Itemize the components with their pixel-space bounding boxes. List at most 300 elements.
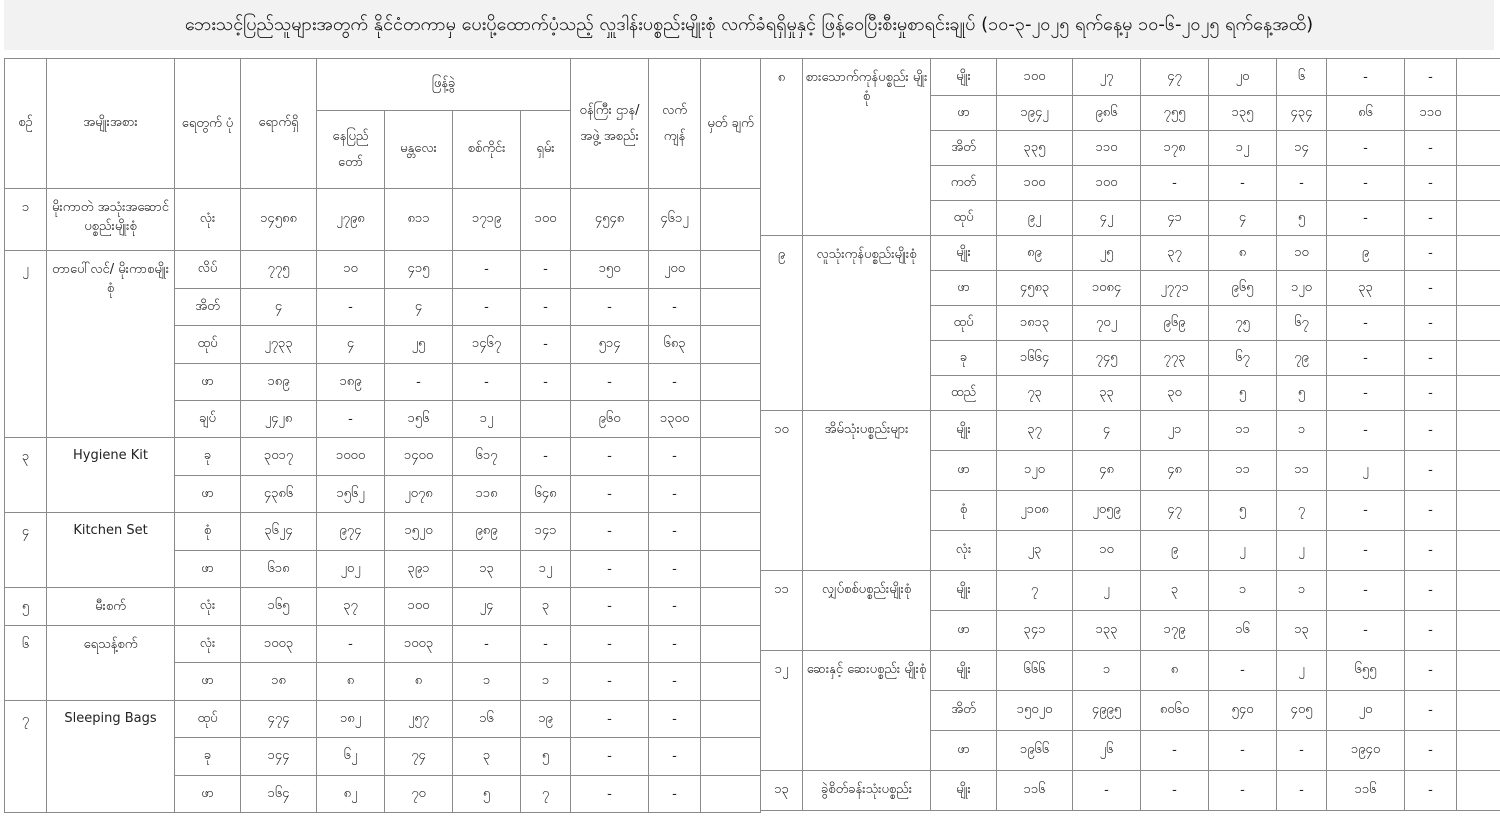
table-cell: - xyxy=(1405,651,1457,691)
table-cell: - xyxy=(1277,166,1327,201)
table-cell: ၂၀ xyxy=(1327,691,1405,731)
table-cell: ၂၇၃၃ xyxy=(241,326,317,364)
table-cell: ဖာ xyxy=(175,364,241,401)
serial-number: ၁၂ xyxy=(761,651,803,771)
table-cell: ၁ xyxy=(453,663,521,701)
table-cell: အိတ် xyxy=(931,691,997,731)
table-cell: ၆၄၈ xyxy=(521,476,571,513)
table-cell: ၅ xyxy=(453,776,521,813)
table-cell: ၁၀၀၃ xyxy=(241,626,317,663)
table-cell: - xyxy=(1405,59,1457,96)
table-cell: ၁၄၆၇ xyxy=(453,326,521,364)
remarks-cell xyxy=(701,626,761,663)
table-cell: - xyxy=(649,663,701,701)
table-cell: ၁၃ xyxy=(1277,611,1327,651)
table-cell: ၁၁၀ xyxy=(1405,96,1457,131)
remarks-cell xyxy=(1457,731,1500,771)
table-cell: - xyxy=(1405,201,1457,236)
table-row xyxy=(5,588,761,626)
table-cell: - xyxy=(521,289,571,326)
header-received: ရောက်ရှိ xyxy=(241,59,317,189)
table-cell: ၁၀၀၀ xyxy=(317,438,385,476)
table-cell: ၁၁၀ xyxy=(1073,131,1141,166)
table-cell: ၁၁ xyxy=(1209,451,1277,491)
table-cell: - xyxy=(1405,691,1457,731)
table-cell: ၃၀၁၇ xyxy=(241,438,317,476)
table-cell: ၁၀၀ xyxy=(1073,166,1141,201)
right-table-body xyxy=(761,59,1500,811)
table-cell: ၁၉၄၂ xyxy=(997,96,1073,131)
table-cell: ၂၁ xyxy=(1141,411,1209,451)
table-cell: ၄ xyxy=(1209,201,1277,236)
remarks-cell xyxy=(1457,571,1500,611)
remarks-cell xyxy=(701,588,761,626)
serial-number: ၁၀ xyxy=(761,411,803,571)
table-cell: ၅ xyxy=(1277,201,1327,236)
table-cell: ၇၇၃ xyxy=(1141,341,1209,376)
remarks-cell xyxy=(1457,691,1500,731)
table-cell: ၄၅၄၈ xyxy=(571,189,649,251)
table-cell: ၈ xyxy=(385,663,453,701)
table-cell: - xyxy=(1405,571,1457,611)
table-cell: ၇ xyxy=(997,571,1073,611)
table-cell: ၃၇ xyxy=(1141,236,1209,271)
table-cell: ၁၅၆၂ xyxy=(317,476,385,513)
item-name: Hygiene Kit xyxy=(47,438,175,513)
table-cell: ၁၈၉ xyxy=(241,364,317,401)
table-cell: ၉၇၄ xyxy=(317,513,385,551)
item-name: Sleeping Bags xyxy=(47,701,175,813)
table-cell: - xyxy=(1073,771,1141,811)
table-cell: ၁၀၀ xyxy=(997,59,1073,96)
table-cell: ၂၅ xyxy=(385,326,453,364)
table-cell: - xyxy=(1327,531,1405,571)
table-cell: ၁ xyxy=(1277,571,1327,611)
table-cell: - xyxy=(1327,131,1405,166)
table-cell: ၁၇၈ xyxy=(1141,131,1209,166)
table-cell: ဖာ xyxy=(175,476,241,513)
remarks-cell xyxy=(701,401,761,438)
table-cell: ၂ xyxy=(1073,571,1141,611)
table-cell: - xyxy=(649,438,701,476)
header-shan: ရှမ်း xyxy=(521,111,571,189)
table-cell: - xyxy=(1209,731,1277,771)
table-cell: ၁၂ xyxy=(453,401,521,438)
table-row xyxy=(5,251,761,289)
table-cell: ၇၅ xyxy=(1209,306,1277,341)
table-cell: ၁၉၆၆ xyxy=(997,731,1073,771)
table-cell: ၂၀၂ xyxy=(317,551,385,588)
table-cell: ၈ xyxy=(1141,651,1209,691)
table-cell: မျိုး xyxy=(931,236,997,271)
table-cell: ၆၅၅ xyxy=(1327,651,1405,691)
table-cell: - xyxy=(453,626,521,663)
table-cell: ၂၃ xyxy=(997,531,1073,571)
table-cell: - xyxy=(1327,411,1405,451)
table-cell: ၅ xyxy=(1209,491,1277,531)
table-cell: - xyxy=(1405,491,1457,531)
table-cell: - xyxy=(1405,376,1457,411)
table-cell: ၁၂ xyxy=(1209,131,1277,166)
table-cell: - xyxy=(1405,236,1457,271)
table-cell: ၃ xyxy=(453,738,521,776)
table-cell: ၈ xyxy=(1209,236,1277,271)
table-cell: ၁၀၈၄ xyxy=(1073,271,1141,306)
table-cell: ၃ xyxy=(521,588,571,626)
table-cell: ၁၅၂၀ xyxy=(385,513,453,551)
table-cell: မျိုး xyxy=(931,59,997,96)
table-cell: - xyxy=(649,551,701,588)
table-cell: - xyxy=(571,551,649,588)
table-cell: - xyxy=(521,364,571,401)
table-cell: ၇၇၅ xyxy=(241,251,317,289)
item-name: တာပေါ်လင်/ မိုးကာစမျိုးစုံ xyxy=(47,251,175,438)
table-cell: ၁၀ xyxy=(1277,236,1327,271)
serial-number: ၂ xyxy=(5,251,47,438)
table-cell: - xyxy=(1141,771,1209,811)
remarks-cell xyxy=(1457,651,1500,691)
item-name: မီးစက် xyxy=(47,588,175,626)
remarks-cell xyxy=(1457,531,1500,571)
table-cell: - xyxy=(571,438,649,476)
table-cell: ၂၇၇၁ xyxy=(1141,271,1209,306)
table-cell: ၁၇၁၉ xyxy=(453,189,521,251)
item-name: အိမ်သုံးပစ္စည်းများ xyxy=(803,411,931,571)
table-cell: - xyxy=(1141,166,1209,201)
table-cell: စုံ xyxy=(931,491,997,531)
table-cell: - xyxy=(1141,731,1209,771)
table-cell: ၂ xyxy=(1277,531,1327,571)
header-unit: ရေတွက် ပုံ xyxy=(175,59,241,189)
serial-number: ၅ xyxy=(5,588,47,626)
table-cell: ၁၂၀ xyxy=(997,451,1073,491)
table-cell: ၆၇ xyxy=(1277,306,1327,341)
table-cell: ၂၇ xyxy=(1073,59,1141,96)
table-cell: - xyxy=(1327,491,1405,531)
header-balance: လက် ကျန် xyxy=(649,59,701,189)
table-cell: - xyxy=(649,289,701,326)
table-cell: ၂၅ xyxy=(1073,236,1141,271)
serial-number: ၁ xyxy=(5,189,47,251)
table-cell: မျိုး xyxy=(931,411,997,451)
table-cell: ၁၈၁၃ xyxy=(997,306,1073,341)
serial-number: ၁၁ xyxy=(761,571,803,651)
table-cell: - xyxy=(1277,771,1327,811)
table-cell: ၂၇၉၈ xyxy=(317,189,385,251)
table-cell: ၄၁၅ xyxy=(385,251,453,289)
serial-number: ၁၃ xyxy=(761,771,803,811)
table-cell: ၇၀၂ xyxy=(1073,306,1141,341)
table-cell: ၁ xyxy=(1209,571,1277,611)
table-cell: ၁၀၀၃ xyxy=(385,626,453,663)
table-cell: ခု xyxy=(175,738,241,776)
table-cell: ၄၈ xyxy=(1141,451,1209,491)
table-cell: ၁၃၀၀ xyxy=(649,401,701,438)
header-naypyitaw: နေပြည် တော် xyxy=(317,111,385,189)
table-cell: - xyxy=(571,476,649,513)
table-cell: ၂ xyxy=(1327,451,1405,491)
table-cell: ၁၀ xyxy=(1073,531,1141,571)
table-cell: စုံ xyxy=(175,513,241,551)
header-sagaing: စစ်ကိုင်း xyxy=(453,111,521,189)
table-cell: - xyxy=(571,663,649,701)
table-cell: ၁၆၆၄ xyxy=(997,341,1073,376)
table-cell: ၁၀ xyxy=(317,251,385,289)
table-cell: ၆၁၇ xyxy=(453,438,521,476)
serial-number: ၇ xyxy=(5,701,47,813)
table-row xyxy=(761,571,1500,611)
remarks-cell xyxy=(1457,611,1500,651)
table-cell: - xyxy=(1405,271,1457,306)
table-cell: ၈၂ xyxy=(317,776,385,813)
table-cell: ၄၇၄ xyxy=(241,701,317,738)
remarks-cell xyxy=(701,289,761,326)
table-cell: ၁၄၄ xyxy=(241,738,317,776)
item-name: ရေသန့်စက် xyxy=(47,626,175,701)
table-cell: ၃၆၂၄ xyxy=(241,513,317,551)
table-cell: ထုပ် xyxy=(175,701,241,738)
table-cell: ၇၀ xyxy=(385,776,453,813)
table-cell: ၇၉ xyxy=(1277,341,1327,376)
table-cell: - xyxy=(571,289,649,326)
table-cell: - xyxy=(1209,166,1277,201)
table-cell: ၃၄၁ xyxy=(997,611,1073,651)
table-cell: ၁ xyxy=(1277,411,1327,451)
table-cell: ချပ် xyxy=(175,401,241,438)
table-cell: ၃၇ xyxy=(317,588,385,626)
table-cell: ၈ xyxy=(317,663,385,701)
table-cell: ၁၁၈ xyxy=(453,476,521,513)
table-cell: ဖာ xyxy=(931,611,997,651)
table-cell: - xyxy=(521,626,571,663)
table-cell: ၆၈၃ xyxy=(649,326,701,364)
table-cell: မျိုး xyxy=(931,571,997,611)
table-cell: - xyxy=(1327,571,1405,611)
table-cell: ၁၂၀ xyxy=(1277,271,1327,306)
table-row xyxy=(761,236,1500,271)
table-cell: ၁၁ xyxy=(1209,411,1277,451)
table-cell: ဖာ xyxy=(931,271,997,306)
item-name: မိုးကာတဲ အသုံးအဆောင်ပစ္စည်းမျိုးစုံ xyxy=(47,189,175,251)
table-cell: ၆၂ xyxy=(317,738,385,776)
remarks-cell xyxy=(1457,96,1500,131)
table-cell: - xyxy=(571,364,649,401)
table-cell: - xyxy=(571,738,649,776)
table-cell: ၄၀၅ xyxy=(1277,691,1327,731)
table-cell: ၄၃၄ xyxy=(1277,96,1327,131)
remarks-cell xyxy=(701,364,761,401)
table-cell: ၉၂ xyxy=(997,201,1073,236)
table-cell: မျိုး xyxy=(931,651,997,691)
table-cell: ၉၈၆ xyxy=(1073,96,1141,131)
table-cell: ၄၇ xyxy=(1141,491,1209,531)
remarks-cell xyxy=(701,513,761,551)
remarks-cell xyxy=(1457,376,1500,411)
page-title: ဘေးသင့်ပြည်သူများအတွက် နိုင်ငံတကာမှ ပေးပို့ထောက်ပံ့သည့် လှူဒါန်းပစ္စည်းမျိုးစုံ လက်ခံရရှိမှုနှင့် ဖြန့်ဝေပြီးစီးမှုစာရင်းချုပ် (၁၀-၃-၂၀၂၅ ရက်နေ့မှ ၁၀-၆-၂၀၂၅ ရက်နေ့အထိ) xyxy=(4,0,1494,50)
table-cell: - xyxy=(1327,201,1405,236)
remarks-cell xyxy=(1457,771,1500,811)
item-name: Kitchen Set xyxy=(47,513,175,588)
table-cell: ၁၈ xyxy=(241,663,317,701)
table-cell: ၁၄ xyxy=(1277,131,1327,166)
right-table xyxy=(760,58,1500,811)
table-cell: ၁၅၀၂၀ xyxy=(997,691,1073,731)
table-row xyxy=(761,651,1500,691)
left-table-body xyxy=(5,59,761,813)
table-cell: ၇၄၅ xyxy=(1073,341,1141,376)
remarks-cell xyxy=(1457,201,1500,236)
table-cell: ၄၆၁၂ xyxy=(649,189,701,251)
remarks-cell xyxy=(701,476,761,513)
serial-number: ၆ xyxy=(5,626,47,701)
table-cell: - xyxy=(1405,731,1457,771)
table-cell: ၉၆၅ xyxy=(1209,271,1277,306)
table-cell: လုံး xyxy=(931,531,997,571)
table-cell: ၁၉၄၀ xyxy=(1327,731,1405,771)
table-cell: - xyxy=(317,401,385,438)
serial-number: ၄ xyxy=(5,513,47,588)
table-cell: ခု xyxy=(931,341,997,376)
table-row xyxy=(5,513,761,551)
table-cell: ၄ xyxy=(1073,411,1141,451)
table-cell: - xyxy=(571,701,649,738)
table-cell xyxy=(521,401,571,438)
table-cell: ဖာ xyxy=(931,451,997,491)
table-cell: ၁၆၄ xyxy=(241,776,317,813)
table-cell: ၆၁၈ xyxy=(241,551,317,588)
table-cell: ၃၃ xyxy=(1073,376,1141,411)
remarks-cell xyxy=(701,189,761,251)
table-cell: - xyxy=(317,289,385,326)
table-cell: ၁၇၉ xyxy=(1141,611,1209,651)
serial-number: ၈ xyxy=(761,59,803,236)
table-cell: ၁၆ xyxy=(453,701,521,738)
table-cell: - xyxy=(1405,166,1457,201)
table-cell: ၄၉၉၅ xyxy=(1073,691,1141,731)
header-sno: စဉ် xyxy=(5,59,47,189)
table-cell: - xyxy=(571,626,649,663)
table-cell: ၂၁၀၈ xyxy=(997,491,1073,531)
table-cell: ၆၆၆ xyxy=(997,651,1073,691)
table-cell: ၈၀၆၀ xyxy=(1141,691,1209,731)
table-cell: ၁၀၀ xyxy=(521,189,571,251)
table-cell: ဖာ xyxy=(175,551,241,588)
item-name: ခွဲစိတ်ခန်းသုံးပစ္စည်း xyxy=(803,771,931,811)
table-cell: ၂၀ xyxy=(1209,59,1277,96)
table-cell: - xyxy=(571,588,649,626)
remarks-cell xyxy=(701,326,761,364)
remarks-cell xyxy=(701,551,761,588)
table-cell: ၉၈၉ xyxy=(453,513,521,551)
table-cell: - xyxy=(1327,376,1405,411)
table-cell: ၇၃ xyxy=(997,376,1073,411)
table-cell: - xyxy=(571,513,649,551)
table-cell: မျိုး xyxy=(931,771,997,811)
remarks-cell xyxy=(1457,451,1500,491)
table-cell: ၁၅၆ xyxy=(385,401,453,438)
table-cell: ၇၄ xyxy=(385,738,453,776)
table-cell: - xyxy=(317,626,385,663)
header-distributed: ဖြန့်ခွဲ xyxy=(317,59,571,111)
table-cell: ခု xyxy=(175,438,241,476)
table-cell: ၉၆၉ xyxy=(1141,306,1209,341)
table-cell: ကတ် xyxy=(931,166,997,201)
table-cell: လုံး xyxy=(175,626,241,663)
table-cell: ၉ xyxy=(1141,531,1209,571)
table-cell: ဖာ xyxy=(175,663,241,701)
table-cell: - xyxy=(649,476,701,513)
header-remarks: မှတ် ချက် xyxy=(701,59,761,189)
table-cell: ၃၃ xyxy=(1327,271,1405,306)
table-cell: ၁၂ xyxy=(521,551,571,588)
table-cell: ၁ xyxy=(521,663,571,701)
table-cell: ၄၇ xyxy=(1141,59,1209,96)
table-cell: ၃၀ xyxy=(1141,376,1209,411)
header-mandalay: မန္တလေး xyxy=(385,111,453,189)
table-cell: ၅၁၄ xyxy=(571,326,649,364)
table-cell: ၂ xyxy=(1209,531,1277,571)
remarks-cell xyxy=(701,438,761,476)
table-cell: - xyxy=(453,251,521,289)
left-table xyxy=(4,58,761,813)
table-row xyxy=(761,771,1500,811)
table-cell: ၆၇ xyxy=(1209,341,1277,376)
item-name: စားသောက်ကုန်ပစ္စည်း မျိုးစုံ xyxy=(803,59,931,236)
table-cell: ၅၄၀ xyxy=(1209,691,1277,731)
table-cell: ၄ xyxy=(385,289,453,326)
table-row xyxy=(761,411,1500,451)
table-cell: ၇ xyxy=(1277,491,1327,531)
table-cell: အိတ် xyxy=(175,289,241,326)
table-cell: ၁၀၀ xyxy=(997,166,1073,201)
table-cell: - xyxy=(1327,341,1405,376)
table-cell: ၂၀၇၈ xyxy=(385,476,453,513)
table-cell: ၁၈၉ xyxy=(317,364,385,401)
table-cell: - xyxy=(521,438,571,476)
table-cell: ၄၅၈၃ xyxy=(997,271,1073,306)
table-cell: ၇၅၅ xyxy=(1141,96,1209,131)
table-cell: ထုပ် xyxy=(931,306,997,341)
table-cell: လိပ် xyxy=(175,251,241,289)
table-cell: ၇ xyxy=(521,776,571,813)
table-cell: ထည် xyxy=(931,376,997,411)
table-cell: - xyxy=(1405,611,1457,651)
table-cell: - xyxy=(1405,306,1457,341)
serial-number: ၃ xyxy=(5,438,47,513)
table-cell: ၈၆ xyxy=(1327,96,1405,131)
table-cell: ၄၈ xyxy=(1073,451,1141,491)
item-name: လူသုံးကုန်ပစ္စည်းမျိုးစုံ xyxy=(803,236,931,411)
remarks-cell xyxy=(1457,491,1500,531)
table-cell: - xyxy=(521,251,571,289)
table-cell: ၁၁၆ xyxy=(997,771,1073,811)
table-cell: ၁၃၃ xyxy=(1073,611,1141,651)
table-cell: - xyxy=(1405,451,1457,491)
table-cell: ၁၉ xyxy=(521,701,571,738)
table-cell: - xyxy=(453,289,521,326)
item-name: ဆေးနှင့် ဆေးပစ္စည်း မျိုးစုံ xyxy=(803,651,931,771)
table-row xyxy=(5,438,761,476)
remarks-cell xyxy=(701,701,761,738)
table-cell: - xyxy=(1209,771,1277,811)
table-cell: ထုပ် xyxy=(175,326,241,364)
table-cell: ၄ xyxy=(317,326,385,364)
table-cell: ၁၀၀ xyxy=(385,588,453,626)
table-cell: ၂၅၇ xyxy=(385,701,453,738)
table-cell: - xyxy=(1209,651,1277,691)
table-cell: ၅ xyxy=(521,738,571,776)
table-cell: ၁၁ xyxy=(1277,451,1327,491)
